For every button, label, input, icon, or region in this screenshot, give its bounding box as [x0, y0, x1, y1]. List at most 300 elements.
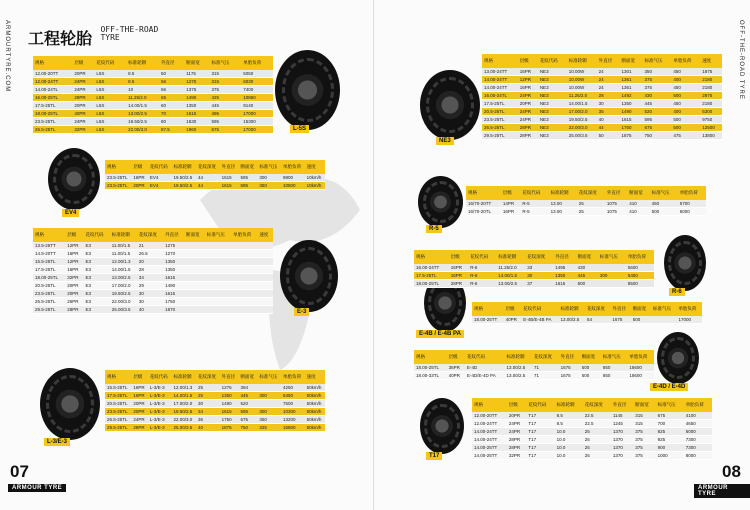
- column-header: 花纹深度: [585, 302, 610, 316]
- r6-table: [414, 250, 654, 288]
- table-cell: 300: [598, 272, 626, 280]
- table-cell: 700: [656, 420, 684, 428]
- table-cell: 595: [239, 174, 258, 182]
- table-cell: 17.00/2.0: [110, 282, 137, 290]
- column-header: 标准气压: [601, 350, 628, 364]
- table-cell: [184, 250, 205, 258]
- table-cell: [257, 290, 273, 298]
- table-cell: 14.00-24TT: [482, 76, 518, 84]
- column-header: 断面宽: [620, 54, 643, 68]
- table-cell: 25.00/3.5: [171, 424, 196, 432]
- table-cell: E3: [83, 282, 109, 290]
- table-cell: 30: [597, 100, 620, 108]
- table-cell: 36: [196, 416, 220, 424]
- table-cell: 11.25/2.0: [496, 264, 525, 272]
- table-cell: [205, 306, 231, 314]
- table-row: [472, 316, 702, 324]
- table-cell: 850: [601, 364, 628, 372]
- column-header: 标准轮辋: [555, 398, 583, 412]
- table-cell: 25: [577, 200, 605, 208]
- table-cell: 5300: [700, 108, 722, 116]
- table-cell: 16/70-20TT: [466, 200, 501, 208]
- table-cell: E3: [83, 306, 109, 314]
- table-row: [33, 110, 273, 118]
- column-header: 花纹代码: [83, 228, 109, 242]
- table-cell: 14PR: [501, 200, 521, 208]
- table-cell: 675: [656, 412, 684, 420]
- table-row: [482, 108, 722, 116]
- table-cell: 14.00-25TT: [472, 452, 507, 460]
- table-cell: 34: [196, 408, 220, 416]
- table-cell: 520: [643, 108, 672, 116]
- table-header-row: [472, 398, 712, 412]
- table-cell: 20PR: [72, 102, 94, 110]
- column-header: 单胎负荷: [231, 228, 257, 242]
- table-cell: 25: [583, 428, 611, 436]
- table-cell: 15.5-25TL: [33, 258, 65, 266]
- table-cell: EV4: [148, 182, 172, 190]
- table-cell: 400: [671, 108, 700, 116]
- table-cell: 19.50/2.5: [171, 174, 196, 182]
- table-cell: 1361: [620, 76, 643, 84]
- table-cell: 500: [576, 280, 598, 288]
- table-cell: [231, 266, 257, 274]
- table-cell: 2875: [700, 92, 722, 100]
- table-cell: E3: [83, 274, 109, 282]
- table-cell: [184, 266, 205, 274]
- table-cell: 28: [597, 92, 620, 100]
- table-cell: 25.00/3.5: [567, 132, 597, 140]
- table-row: [33, 126, 273, 134]
- left-side-url: ARMOURTYRE.COM: [4, 20, 10, 93]
- table-cell: 6030: [241, 78, 273, 86]
- table-cell: 8.5: [126, 70, 159, 78]
- table-cell: 8.5: [555, 412, 583, 420]
- table-cell: 44: [196, 174, 220, 182]
- table-cell: 1490: [220, 400, 239, 408]
- table-cell: NE3: [538, 92, 567, 100]
- table-cell: 9800: [281, 174, 305, 182]
- table-cell: NE3: [538, 124, 567, 132]
- table-cell: 1615: [184, 110, 209, 118]
- e4b-table: [472, 302, 702, 324]
- table-cell: 1350: [553, 272, 575, 280]
- table-row: [414, 264, 654, 272]
- table-cell: 26.5-25TL: [33, 126, 72, 134]
- table-cell: 1370: [611, 436, 633, 444]
- table-cell: 445: [643, 100, 672, 108]
- table-cell: 28PR: [65, 306, 83, 314]
- table-cell: 925: [656, 436, 684, 444]
- column-header: 花纹代码: [148, 370, 172, 384]
- table-cell: 20PR: [507, 412, 527, 420]
- column-header: 断面宽: [627, 186, 649, 200]
- table-cell: L-3/E-3: [148, 408, 172, 416]
- column-header: 标准轮辋: [110, 228, 137, 242]
- table-cell: 1615: [163, 274, 184, 282]
- table-cell: 450: [650, 200, 678, 208]
- table-cell: 394: [239, 384, 258, 392]
- r5-table: [466, 186, 706, 216]
- table-cell: 19.50/2.5: [567, 116, 597, 124]
- title-cn: 工程轮胎: [28, 29, 93, 48]
- table-cell: 1301: [620, 68, 643, 76]
- l3e3-tire-image: [40, 368, 100, 440]
- table-cell: 445: [209, 102, 241, 110]
- table-cell: [257, 400, 281, 408]
- table-cell: [184, 282, 205, 290]
- table-cell: T17: [526, 428, 554, 436]
- column-header: 标准轮辋: [549, 186, 577, 200]
- table-cell: 20PR: [131, 408, 147, 416]
- table-cell: 20PR: [65, 290, 83, 298]
- table-cell: 1490: [620, 108, 643, 116]
- right-page-number: 08: [722, 462, 741, 481]
- column-header: 外直径: [159, 56, 184, 70]
- table-cell: L5S: [94, 126, 126, 134]
- table-cell: 50: [159, 70, 184, 78]
- column-header: 层级: [449, 250, 468, 264]
- table-cell: 375: [209, 86, 241, 94]
- table-cell: 1750: [163, 298, 184, 306]
- table-cell: 17000: [676, 316, 702, 324]
- table-cell: E3: [83, 290, 109, 298]
- table-cell: 24PR: [72, 118, 94, 126]
- table-cell: L5S: [94, 70, 126, 78]
- table-header-row: [33, 228, 273, 242]
- table-cell: 17.5-25TL: [105, 392, 131, 400]
- table-cell: NE3: [538, 108, 567, 116]
- table-cell: E3: [83, 298, 109, 306]
- table-cell: 14.00-24TL: [33, 86, 72, 94]
- t17-tire-image: [420, 398, 464, 454]
- table-row: [33, 242, 273, 250]
- table-cell: 13800: [700, 132, 722, 140]
- column-header: 层级: [447, 350, 465, 364]
- table-cell: [231, 242, 257, 250]
- table-cell: 87.5: [159, 126, 184, 134]
- table-row: [482, 84, 722, 92]
- table-cell: 1075: [605, 208, 627, 216]
- table-cell: 28PR: [518, 124, 538, 132]
- column-header: 断面宽: [184, 56, 209, 70]
- table-cell: 10300: [281, 408, 305, 416]
- table-cell: 29.5-25TL: [105, 424, 131, 432]
- column-header: 单胎负荷: [678, 186, 706, 200]
- table-row: [482, 116, 722, 124]
- column-header: 外直径: [611, 398, 633, 412]
- table-cell: L5S: [94, 102, 126, 110]
- table-cell: 16.00-25TL: [33, 94, 72, 102]
- table-cell: 29: [137, 282, 163, 290]
- table-cell: 12.00/1.3: [171, 384, 196, 392]
- table-row: [472, 436, 712, 444]
- table-cell: [205, 242, 231, 250]
- table-cell: 500: [580, 372, 601, 380]
- table-cell: 56: [159, 78, 184, 86]
- column-header: 花纹代码: [520, 186, 548, 200]
- column-header: 层级: [518, 54, 538, 68]
- table-cell: 1270: [184, 78, 209, 86]
- table-cell: 595: [643, 116, 672, 124]
- table-cell: L5S: [94, 86, 126, 94]
- table-cell: 500: [650, 208, 678, 216]
- right-brand: ARMOUR TYRE: [694, 484, 750, 498]
- table-cell: 25: [583, 444, 611, 452]
- table-cell: 10800: [281, 182, 305, 190]
- column-header: 花纹代码: [521, 302, 558, 316]
- table-cell: 20.5-25TL: [33, 282, 65, 290]
- table-cell: 13.5-25TT: [33, 242, 65, 250]
- ev4-tire-label: EV4: [62, 209, 79, 217]
- table-cell: 9750: [700, 116, 722, 124]
- table-cell: 1615: [553, 280, 575, 288]
- column-header: 断面宽: [631, 302, 651, 316]
- table-cell: 17000: [241, 110, 273, 118]
- table-cell: 24: [597, 76, 620, 84]
- table-cell: E3: [83, 258, 109, 266]
- table-cell: 23.5-25TL: [105, 408, 131, 416]
- table-row: [33, 258, 273, 266]
- table-cell: 1495: [553, 264, 575, 272]
- table-cell: 350: [643, 68, 672, 76]
- column-header: 规格: [414, 250, 449, 264]
- table-cell: 16PR: [131, 384, 147, 392]
- table-row: [33, 250, 273, 258]
- column-header: 规格: [105, 370, 131, 384]
- table-cell: 19.50/2.5: [126, 118, 159, 126]
- table-cell: 22.5: [583, 412, 611, 420]
- table-cell: 71: [532, 372, 559, 380]
- table-cell: [184, 242, 205, 250]
- table-cell: 1275: [220, 384, 239, 392]
- table-cell: 20PR: [131, 182, 147, 190]
- table-row: [472, 444, 712, 452]
- table-cell: 14.00/1.5: [110, 266, 137, 274]
- table-cell: 20.5-25TL: [105, 400, 131, 408]
- table-cell: 20PR: [131, 400, 147, 408]
- table-cell: 28PR: [131, 424, 147, 432]
- table-cell: 23.5-25TL: [482, 116, 518, 124]
- table-cell: 400: [671, 76, 700, 84]
- table-cell: 23.5-25TL: [105, 182, 131, 190]
- table-row: [105, 408, 325, 416]
- table-cell: 12.00/1.3: [110, 258, 137, 266]
- column-header: 花纹代码: [148, 160, 172, 174]
- table-row: [472, 428, 712, 436]
- table-cell: 20PR: [518, 100, 538, 108]
- table-cell: 24PR: [518, 92, 538, 100]
- table-cell: 4250: [281, 384, 305, 392]
- table-cell: 1675: [559, 364, 580, 372]
- table-cell: 1870: [163, 306, 184, 314]
- table-cell: 32PR: [72, 126, 94, 134]
- table-cell: [598, 264, 626, 272]
- table-cell: 25: [577, 208, 605, 216]
- table-cell: 19.50/2.5: [171, 408, 196, 416]
- table-cell: 410: [627, 208, 649, 216]
- table-row: [414, 372, 654, 380]
- column-header: 断面宽: [580, 350, 601, 364]
- table-cell: 1615: [220, 174, 239, 182]
- table-cell: 28PR: [72, 94, 94, 102]
- r6-tire-label: R-6: [669, 288, 685, 296]
- table-row: [466, 200, 706, 208]
- table-cell: 10km/h: [305, 174, 325, 182]
- table-row: [33, 298, 273, 306]
- table-cell: 14.00/1.5: [567, 100, 597, 108]
- table-cell: 25: [583, 452, 611, 460]
- table-cell: 500: [671, 92, 700, 100]
- e3-table: [33, 228, 273, 314]
- table-cell: NE3: [538, 84, 567, 92]
- table-cell: L-3/E-3: [148, 384, 172, 392]
- table-cell: 54: [585, 316, 610, 324]
- table-cell: 10: [126, 86, 159, 94]
- table-cell: 12.00-20TT: [33, 70, 72, 78]
- table-cell: 375: [633, 436, 655, 444]
- column-header: 单胎负荷: [671, 54, 700, 68]
- ne3-tire-label: NE3: [436, 137, 454, 145]
- column-header: 单胎负荷: [281, 160, 305, 174]
- table-cell: 18.00-25TL: [33, 274, 65, 282]
- table-cell: [257, 282, 273, 290]
- column-header: 标准轮辋: [496, 250, 525, 264]
- table-cell: 350: [257, 416, 281, 424]
- table-cell: 1350: [163, 266, 184, 274]
- l5s-table: [33, 56, 273, 134]
- table-cell: 22.5: [583, 420, 611, 428]
- table-cell: 18.00-25TL: [33, 110, 72, 118]
- table-cell: 1492: [620, 92, 643, 100]
- table-cell: T17: [526, 444, 554, 452]
- table-cell: 24: [597, 84, 620, 92]
- table-cell: [205, 274, 231, 282]
- table-cell: 13.00: [549, 200, 577, 208]
- table-cell: 1370: [611, 452, 633, 460]
- table-cell: T17: [526, 412, 554, 420]
- table-cell: 25.00/3.5: [110, 306, 137, 314]
- table-cell: 15300: [241, 118, 273, 126]
- table-cell: 13.00: [549, 208, 577, 216]
- table-cell: 22.00/3.0: [567, 124, 597, 132]
- table-cell: 29.5-25TL: [482, 132, 518, 140]
- table-row: [105, 182, 325, 190]
- table-cell: 675: [209, 126, 241, 134]
- table-cell: 17000: [241, 126, 273, 134]
- table-cell: 40PR: [504, 316, 522, 324]
- table-cell: [257, 242, 273, 250]
- table-cell: 17.00/2.0: [567, 108, 597, 116]
- table-cell: 13.00/2.5: [110, 274, 137, 282]
- table-cell: 33: [525, 264, 553, 272]
- column-header: 外直径: [220, 160, 239, 174]
- table-cell: 375: [643, 76, 672, 84]
- table-cell: 26.5-25TL: [105, 416, 131, 424]
- e4b-tire-label: E-4B / E-4B PA: [416, 330, 464, 338]
- table-cell: 30: [137, 290, 163, 298]
- table-cell: [205, 250, 231, 258]
- table-cell: 23.5-25TL: [33, 290, 65, 298]
- table-cell: 675: [643, 124, 672, 132]
- table-cell: E3: [83, 266, 109, 274]
- column-header: 单胎负荷: [676, 302, 702, 316]
- table-cell: 4650: [684, 420, 712, 428]
- table-cell: 1960: [184, 126, 209, 134]
- table-cell: 450: [671, 84, 700, 92]
- table-cell: 1675: [610, 316, 630, 324]
- column-header: 标准气压: [209, 56, 241, 70]
- column-header: 速度: [257, 228, 273, 242]
- column-header: 规格: [414, 350, 447, 364]
- table-cell: [231, 258, 257, 266]
- table-cell: 26.5-25TL: [33, 298, 65, 306]
- table-cell: 425: [209, 94, 241, 102]
- column-header: 单胎负荷: [684, 398, 712, 412]
- table-cell: 375: [633, 428, 655, 436]
- table-cell: 5600: [626, 264, 654, 272]
- table-row: [33, 94, 273, 102]
- table-cell: 50km/h: [305, 424, 325, 432]
- column-header: 外直径: [605, 186, 627, 200]
- ev4-tire-image: [48, 148, 100, 210]
- column-header: 标准气压: [651, 302, 676, 316]
- table-cell: [231, 282, 257, 290]
- column-header: 层级: [65, 228, 83, 242]
- column-header: 断面宽: [184, 228, 205, 242]
- table-cell: L-3/E-3: [148, 392, 172, 400]
- column-header: 花纹深度: [525, 250, 553, 264]
- table-header-row: [482, 54, 722, 68]
- table-cell: 40PR: [72, 110, 94, 118]
- table-header-row: [414, 250, 654, 264]
- table-row: [414, 280, 654, 288]
- right-side-title: OFF-THE-ROAD TYRE: [738, 20, 744, 100]
- table-cell: R-5: [520, 200, 548, 208]
- table-cell: 20.5-25TL: [482, 108, 518, 116]
- column-header: 断面宽: [239, 370, 258, 384]
- title-en-line1: OFF-THE-ROAD: [100, 25, 159, 34]
- table-cell: 10.00W: [567, 76, 597, 84]
- table-cell: 350: [257, 182, 281, 190]
- table-cell: 315: [633, 420, 655, 428]
- r5-tire-image: [418, 176, 463, 228]
- column-header: 速度: [305, 370, 325, 384]
- ne3-table: [482, 54, 722, 140]
- right-page: [374, 0, 750, 510]
- table-row: [105, 174, 325, 182]
- t17-table: [472, 398, 712, 460]
- table-cell: 24PR: [507, 420, 527, 428]
- table-cell: 29.5-25TL: [33, 306, 65, 314]
- column-header: 花纹深度: [577, 186, 605, 200]
- table-cell: 20PR: [65, 282, 83, 290]
- table-cell: 10km/h: [305, 182, 325, 190]
- table-row: [472, 452, 712, 460]
- column-header: 速度: [700, 54, 722, 68]
- table-cell: [205, 298, 231, 306]
- table-cell: 13.00/2.5: [559, 316, 585, 324]
- table-cell: 1245: [611, 420, 633, 428]
- table-cell: 595: [239, 182, 258, 190]
- column-header: 规格: [472, 398, 507, 412]
- table-cell: 7300: [684, 436, 712, 444]
- table-cell: 11.00/1.5: [110, 242, 137, 250]
- table-cell: 28: [137, 266, 163, 274]
- table-cell: 4100: [684, 412, 712, 420]
- table-cell: [205, 290, 231, 298]
- table-cell: 6000: [684, 428, 712, 436]
